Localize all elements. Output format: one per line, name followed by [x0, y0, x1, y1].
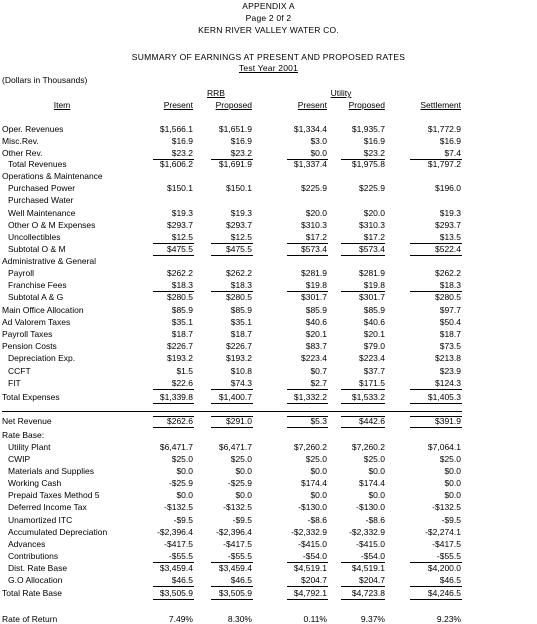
row-label: Working Cash [8, 478, 62, 488]
row-value: $10.8 [230, 366, 252, 376]
row-value: $46.5 [230, 575, 252, 585]
row-value: $13.5 [439, 232, 461, 242]
row-value: $0.0 [444, 466, 461, 476]
row-label: Purchased Water [8, 195, 74, 205]
row-value: $18.7 [439, 329, 461, 339]
row-value: $293.7 [167, 220, 193, 230]
row-label: Operations & Maintenance [2, 171, 103, 181]
row-label: FIT [8, 378, 21, 388]
row-value: -$2,332.9 [291, 527, 327, 537]
row-value: $25.0 [230, 454, 252, 464]
row-label: Pension Costs [2, 341, 57, 351]
row-value: $124.3 [435, 378, 461, 388]
row-label: Accumulated Depreciation [8, 527, 108, 537]
row-value: $150.1 [167, 183, 193, 193]
row-value: $17.2 [363, 232, 385, 242]
row-value: $1,332.2 [293, 392, 327, 402]
col-settlement: Settlement [420, 100, 461, 110]
row-label: Contributions [8, 551, 59, 561]
row-value: $0.0 [444, 490, 461, 500]
row-value: $16.9 [171, 136, 193, 146]
row-label: Rate Base: [2, 430, 45, 440]
row-value: -$25.9 [227, 478, 252, 488]
row-value: 9.37% [360, 614, 385, 624]
row-label: Depreciation Exp. [8, 353, 76, 363]
row-value: $19.8 [363, 280, 385, 290]
row-value: $1,337.4 [293, 159, 327, 169]
total-rule [153, 403, 194, 404]
row-value: $19.3 [439, 208, 461, 218]
row-value: $37.7 [363, 366, 385, 376]
row-value: -$130.0 [298, 502, 327, 512]
row-value: $1,566.1 [159, 124, 193, 134]
row-value: $1,797.2 [427, 159, 461, 169]
row-value: $1.5 [176, 366, 193, 376]
row-value: $3,459.4 [218, 563, 252, 573]
row-label: Deferred Income Tax [8, 502, 87, 512]
row-value: -$417.5 [223, 539, 252, 549]
row-value: $1,334.4 [293, 124, 327, 134]
row-label: Administrative & General [2, 256, 97, 266]
row-value: $40.6 [363, 317, 385, 327]
row-value: -$2,396.4 [216, 527, 252, 537]
row-value: $18.3 [171, 280, 193, 290]
row-value: $281.9 [359, 268, 385, 278]
row-value: $2.7 [310, 378, 327, 388]
row-value: $204.7 [301, 575, 327, 585]
row-value: $0.0 [310, 466, 327, 476]
total-rule [211, 389, 253, 390]
row-value: -$130.0 [356, 502, 385, 512]
row-value: $23.9 [439, 366, 461, 376]
row-value: $4,519.1 [351, 563, 385, 573]
row-value: $18.7 [171, 329, 193, 339]
row-value: $12.5 [230, 232, 252, 242]
row-value: $25.0 [439, 454, 461, 464]
row-value: $3,505.9 [159, 588, 193, 598]
row-value: $193.2 [167, 353, 193, 363]
row-value: $174.4 [301, 478, 327, 488]
row-label: Prepaid Taxes Method 5 [8, 490, 100, 500]
net-revenue-rule [2, 411, 462, 412]
row-value: $0.7 [310, 366, 327, 376]
row-value: $25.0 [305, 454, 327, 464]
row-label: Misc.Rev. [2, 136, 39, 146]
row-value: $22.6 [171, 378, 193, 388]
row-value: -$9.5 [173, 515, 193, 525]
col-item: Item [53, 100, 71, 110]
row-value: -$417.5 [432, 539, 461, 549]
row-value: $280.5 [435, 292, 461, 302]
row-value: -$8.6 [365, 515, 385, 525]
row-value: $46.5 [439, 575, 461, 585]
total-rule [211, 586, 253, 587]
summary-title: SUMMARY OF EARNINGS AT PRESENT AND PROPOSED RATES [131, 52, 406, 62]
row-value: $213.8 [435, 353, 461, 363]
net-revenue-underline [287, 427, 328, 428]
row-value: -$2,274.1 [425, 527, 461, 537]
row-value: $35.1 [230, 317, 252, 327]
row-label: Oper. Revenues [2, 124, 64, 134]
row-value: $23.2 [230, 148, 252, 158]
row-value: $262.2 [226, 268, 252, 278]
row-value: $97.7 [439, 305, 461, 315]
row-label: Other Rev. [2, 148, 43, 158]
row-value: $18.3 [230, 280, 252, 290]
row-value: $301.7 [359, 292, 385, 302]
row-label: CWIP [8, 454, 31, 464]
row-value: $226.7 [167, 341, 193, 351]
row-value: $225.9 [359, 183, 385, 193]
total-rule [341, 389, 385, 390]
row-value: 7.49% [168, 614, 193, 624]
row-value: $391.9 [435, 416, 461, 426]
row-value: $7.4 [444, 148, 461, 158]
row-label: Main Office Allocation [2, 305, 84, 315]
row-value: $0.0 [368, 466, 385, 476]
row-value: $1,691.9 [218, 159, 252, 169]
row-value: $74.3 [230, 378, 252, 388]
row-value: $225.9 [301, 183, 327, 193]
row-value: $20.0 [305, 208, 327, 218]
total-rule [211, 255, 253, 256]
row-value: -$2,332.9 [349, 527, 385, 537]
row-value: $1,975.8 [351, 159, 385, 169]
row-value: $262.6 [167, 416, 193, 426]
row-value: $204.7 [359, 575, 385, 585]
row-value: -$8.6 [307, 515, 327, 525]
total-rule [287, 403, 328, 404]
row-value: -$25.9 [168, 478, 193, 488]
total-rule [341, 255, 385, 256]
page-number: Page 2 0f 2 [245, 13, 292, 23]
row-value: $573.4 [301, 244, 327, 254]
total-rule [287, 389, 328, 390]
row-label: CCFT [8, 366, 31, 376]
row-label: Unamortized ITC [8, 515, 73, 525]
row-value: $50.4 [439, 317, 461, 327]
row-value: -$9.5 [232, 515, 252, 525]
total-rule [153, 599, 194, 600]
col-util-proposed: Proposed [348, 100, 385, 110]
net-revenue-underline [410, 427, 462, 428]
row-label: Payroll Taxes [2, 329, 53, 339]
row-value: $12.5 [171, 232, 193, 242]
total-rule [287, 586, 328, 587]
row-value: $0.0 [176, 490, 193, 500]
row-value: $0.0 [176, 466, 193, 476]
row-value: 9.23% [436, 614, 461, 624]
row-value: $193.2 [226, 353, 252, 363]
row-value: $442.6 [359, 416, 385, 426]
total-rule [341, 586, 385, 587]
row-value: -$132.5 [223, 502, 252, 512]
total-rule [287, 599, 328, 600]
row-value: $223.4 [301, 353, 327, 363]
row-value: $20.0 [363, 208, 385, 218]
total-rule [341, 403, 385, 404]
total-rule [287, 255, 328, 256]
row-value: $475.5 [226, 244, 252, 254]
row-value: $262.2 [167, 268, 193, 278]
row-value: $1,533.2 [351, 392, 385, 402]
row-value: $7,064.1 [427, 442, 461, 452]
row-value: $18.3 [439, 280, 461, 290]
total-rule [153, 255, 194, 256]
row-value: $17.2 [305, 232, 327, 242]
total-rule [410, 586, 462, 587]
total-rule [410, 255, 462, 256]
row-value: $1,772.9 [427, 124, 461, 134]
row-value: -$55.5 [168, 551, 193, 561]
row-value: -$54.0 [360, 551, 385, 561]
row-value: 8.30% [227, 614, 252, 624]
row-value: -$415.0 [298, 539, 327, 549]
row-value: -$55.5 [436, 551, 461, 561]
row-value: $281.9 [301, 268, 327, 278]
row-value: $35.1 [171, 317, 193, 327]
row-value: $18.7 [230, 329, 252, 339]
row-value: $0.0 [235, 466, 252, 476]
row-value: $16.9 [363, 136, 385, 146]
row-value: $6,471.7 [159, 442, 193, 452]
row-value: $25.0 [363, 454, 385, 464]
row-value: $16.9 [230, 136, 252, 146]
total-rule [410, 599, 462, 600]
row-value: $46.5 [171, 575, 193, 585]
row-value: $19.3 [171, 208, 193, 218]
row-value: -$417.5 [164, 539, 193, 549]
row-label: Uncollectibles [8, 232, 61, 242]
row-value: $19.3 [230, 208, 252, 218]
row-label: Subtotal A & G [8, 292, 64, 302]
row-value: $310.3 [301, 220, 327, 230]
row-label: Net Revenue [2, 416, 52, 426]
row-value: $1,606.2 [159, 159, 193, 169]
row-value: $85.9 [230, 305, 252, 315]
row-label: G.O Allocation [8, 575, 63, 585]
row-value: $223.4 [359, 353, 385, 363]
net-revenue-underline [153, 427, 194, 428]
col-rrb-proposed: Proposed [215, 100, 252, 110]
row-value: $0.0 [368, 490, 385, 500]
group-utility: Utility [330, 88, 352, 98]
row-label: Total Expenses [2, 392, 60, 402]
row-value: -$54.0 [302, 551, 327, 561]
row-value: $280.5 [226, 292, 252, 302]
row-label: Other O & M Expenses [8, 220, 96, 230]
row-value: $293.7 [435, 220, 461, 230]
row-label: Subtotal O & M [8, 244, 66, 254]
row-value: $171.5 [359, 378, 385, 388]
row-label: Purchased Power [8, 183, 76, 193]
row-label: Payroll [8, 268, 34, 278]
row-value: -$55.5 [227, 551, 252, 561]
row-value: $1,405.3 [427, 392, 461, 402]
col-rrb-present: Present [163, 100, 193, 110]
test-year: Test Year 2001 [238, 63, 299, 73]
row-value: $1,339.8 [159, 392, 193, 402]
row-value: $40.6 [305, 317, 327, 327]
row-value: $0.0 [310, 148, 327, 158]
total-rule [211, 403, 253, 404]
total-rule [211, 599, 253, 600]
row-value: $475.5 [167, 244, 193, 254]
row-value: $522.4 [435, 244, 461, 254]
row-value: $291.0 [226, 416, 252, 426]
row-label: Ad Valorem Taxes [2, 317, 71, 327]
row-value: $174.4 [359, 478, 385, 488]
row-value: $196.0 [435, 183, 461, 193]
row-value: $3,505.9 [218, 588, 252, 598]
row-value: $85.9 [363, 305, 385, 315]
row-label: Well Maintenance [8, 208, 76, 218]
row-value: $23.2 [171, 148, 193, 158]
total-rule [153, 586, 194, 587]
row-label: Dist. Rate Base [8, 563, 68, 573]
row-value: $4,723.8 [351, 588, 385, 598]
row-value: $85.9 [305, 305, 327, 315]
row-value: $4,246.5 [427, 588, 461, 598]
net-revenue-underline [211, 427, 253, 428]
row-value: -$415.0 [356, 539, 385, 549]
row-value: $4,200.0 [427, 563, 461, 573]
row-value: $25.0 [171, 454, 193, 464]
row-value: $0.0 [444, 478, 461, 488]
row-value: $83.7 [305, 341, 327, 351]
row-value: $1,651.9 [218, 124, 252, 134]
total-rule [341, 599, 385, 600]
row-value: $3.0 [310, 136, 327, 146]
row-value: $4,519.1 [293, 563, 327, 573]
net-revenue-underline [341, 427, 385, 428]
row-value: $3,459.4 [159, 563, 193, 573]
row-value: $23.2 [363, 148, 385, 158]
row-value: $573.4 [359, 244, 385, 254]
company-name: KERN RIVER VALLEY WATER CO. [198, 25, 339, 35]
row-label: Advances [8, 539, 46, 549]
total-rule [153, 389, 194, 390]
row-value: -$132.5 [432, 502, 461, 512]
row-value: $20.1 [363, 329, 385, 339]
row-value: $6,471.7 [218, 442, 252, 452]
col-util-present: Present [297, 100, 327, 110]
row-value: $310.3 [359, 220, 385, 230]
row-value: $150.1 [226, 183, 252, 193]
row-label: Materials and Supplies [8, 466, 94, 476]
row-label: Utility Plant [8, 442, 51, 452]
row-value: $5.3 [310, 416, 327, 426]
row-value: $19.8 [305, 280, 327, 290]
row-value: $79.0 [363, 341, 385, 351]
total-rule [410, 389, 462, 390]
row-value: $7,260.2 [293, 442, 327, 452]
row-label: Total Revenues [8, 159, 67, 169]
row-value: $20.1 [305, 329, 327, 339]
row-value: -$132.5 [164, 502, 193, 512]
row-value: $1,935.7 [351, 124, 385, 134]
row-label: Total Rate Base [2, 588, 63, 598]
row-value: $4,792.1 [293, 588, 327, 598]
row-value: $280.5 [167, 292, 193, 302]
group-rrb: RRB [207, 88, 225, 98]
row-value: $293.7 [226, 220, 252, 230]
total-rule [410, 403, 462, 404]
row-value: $301.7 [301, 292, 327, 302]
row-value: 0.11% [303, 614, 327, 624]
units-note: (Dollars in Thousands) [2, 75, 88, 85]
row-value: $1,400.7 [218, 392, 252, 402]
appendix-title: APPENDIX A [242, 1, 295, 11]
row-value: $0.0 [310, 490, 327, 500]
row-label: Rate of Return [2, 614, 58, 624]
row-value: $73.5 [439, 341, 461, 351]
row-value: $262.2 [435, 268, 461, 278]
row-label: Franchise Fees [8, 280, 67, 290]
row-value: -$9.5 [441, 515, 461, 525]
row-value: $16.9 [439, 136, 461, 146]
row-value: $226.7 [226, 341, 252, 351]
row-value: $7,260.2 [351, 442, 385, 452]
row-value: -$2,396.4 [157, 527, 193, 537]
row-value: $0.0 [235, 490, 252, 500]
row-value: $85.9 [171, 305, 193, 315]
